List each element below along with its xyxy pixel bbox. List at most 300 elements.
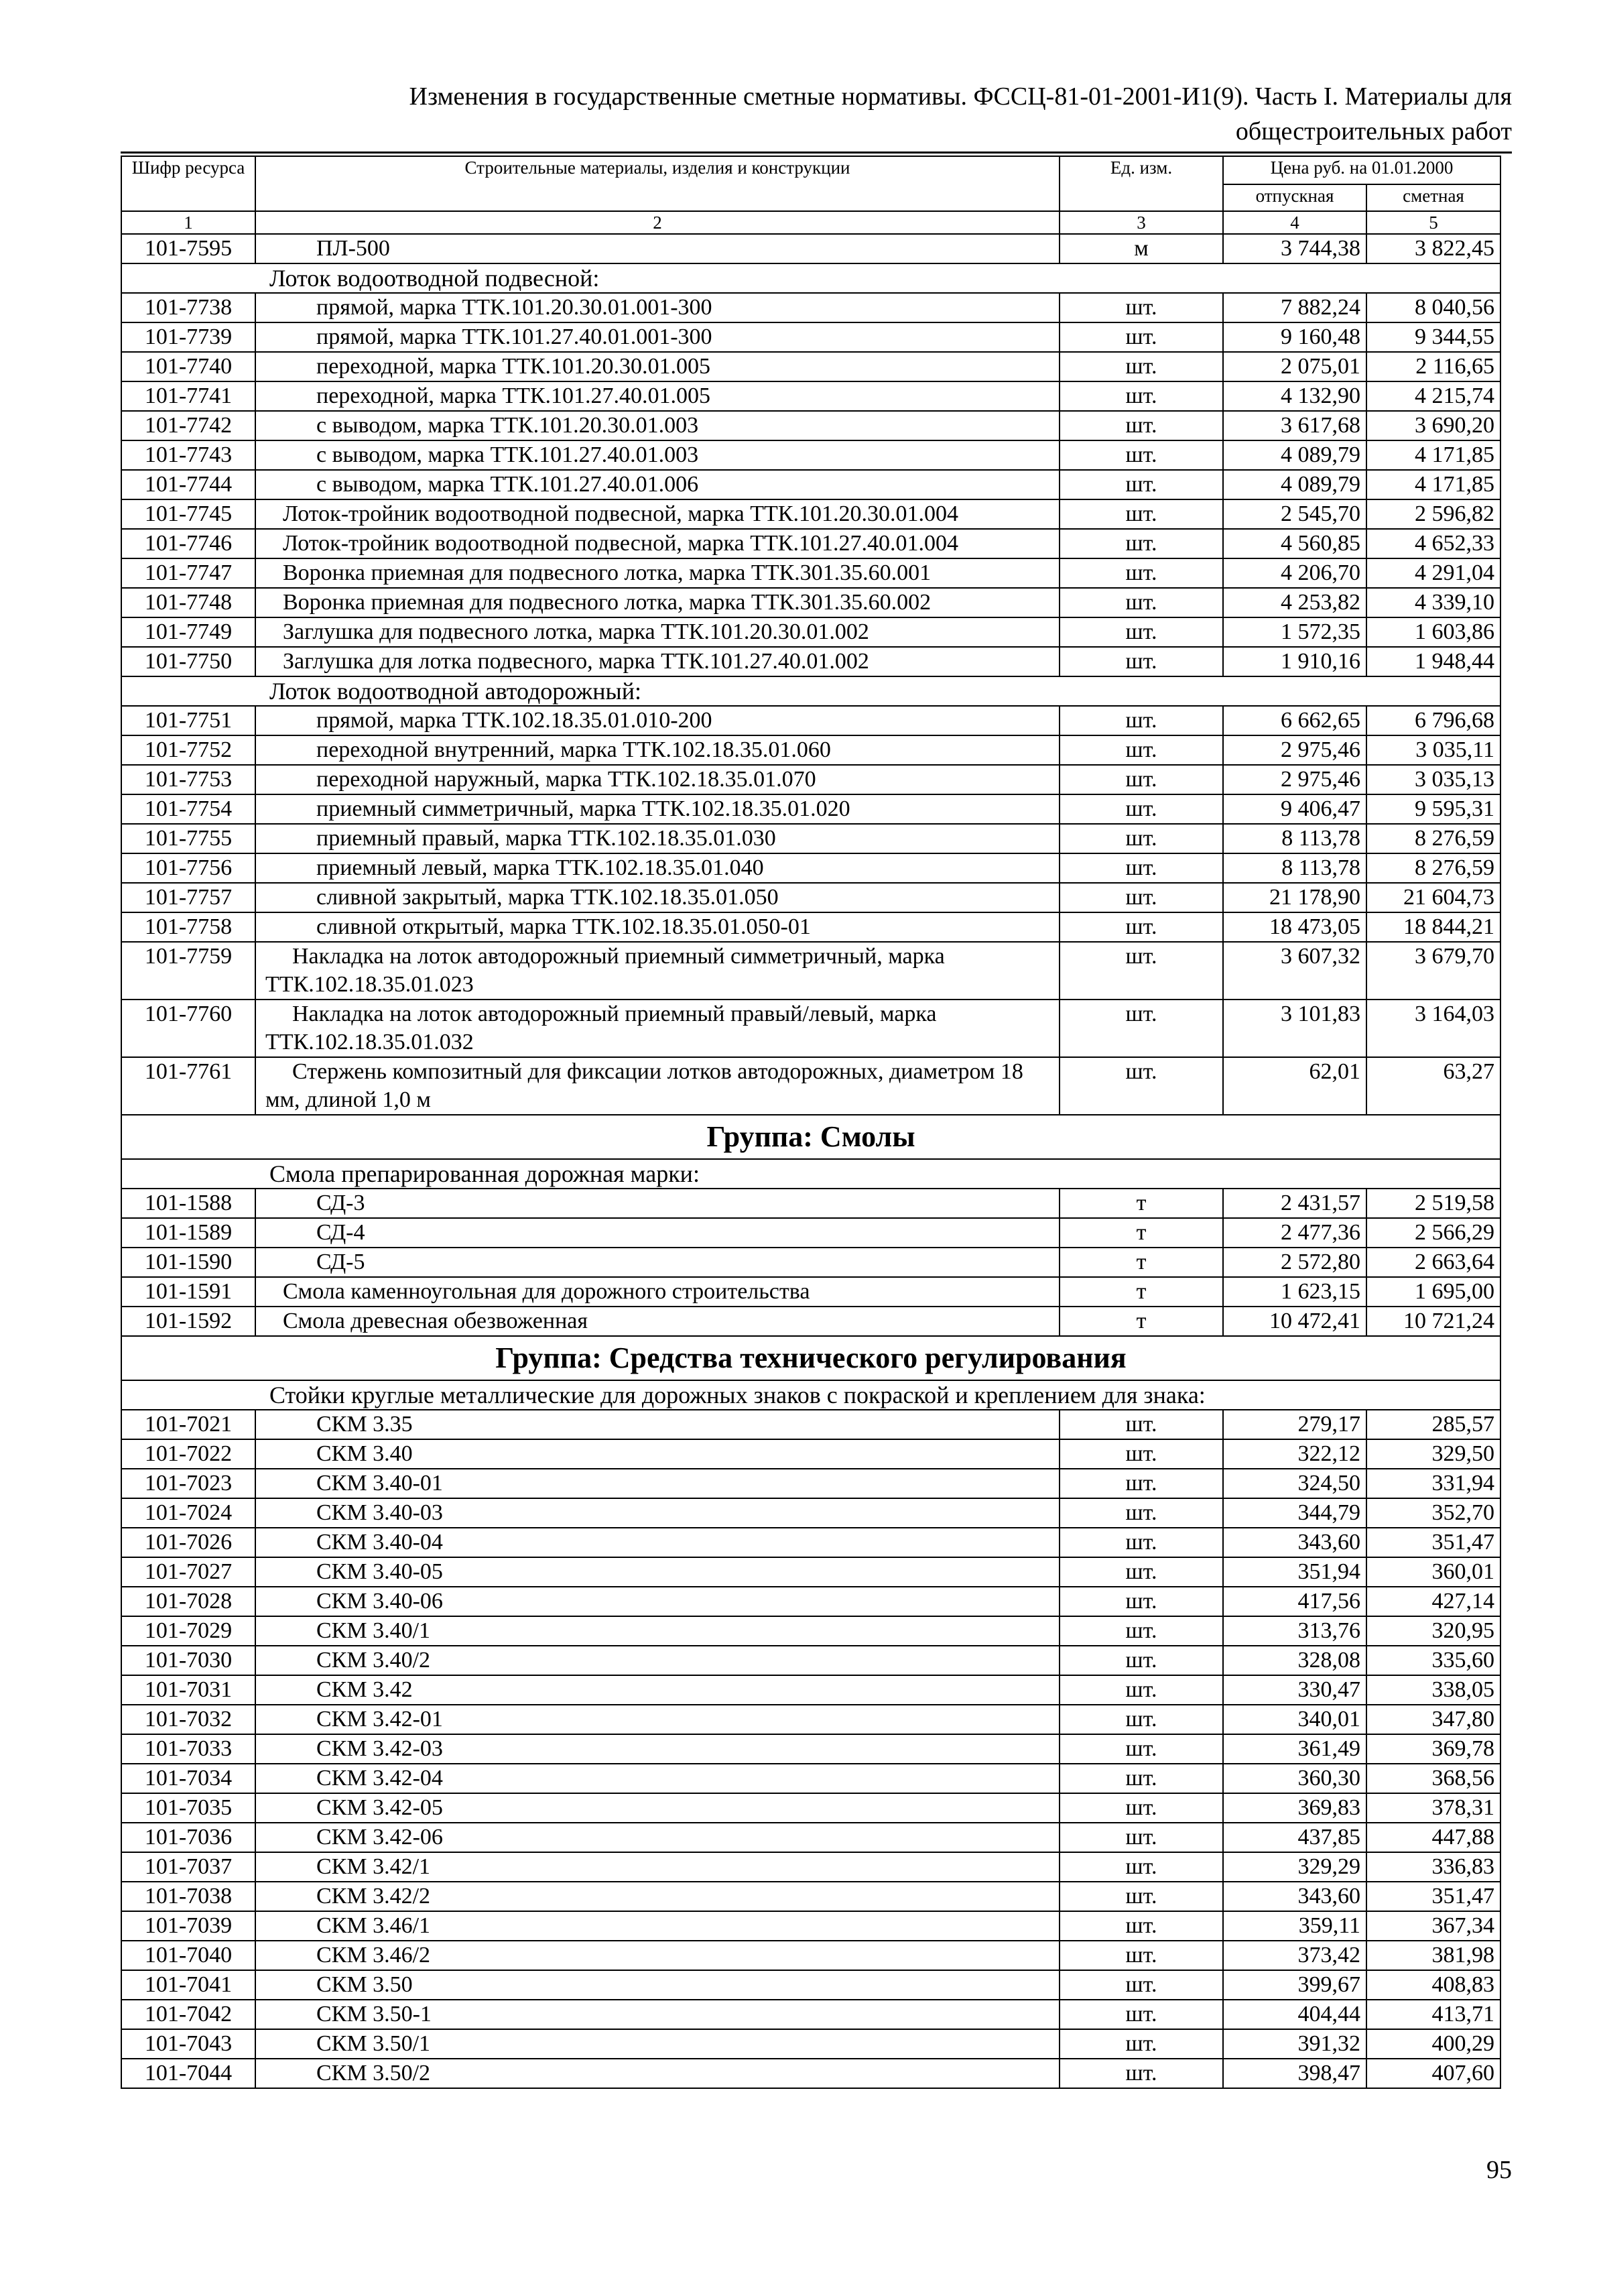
release-price: 6 662,65 bbox=[1223, 706, 1366, 735]
release-price: 343,60 bbox=[1223, 1882, 1366, 1911]
estimate-price: 2 519,58 bbox=[1366, 1189, 1500, 1218]
material-name: СКМ 3.42-06 bbox=[255, 1823, 1060, 1852]
estimate-price: 381,98 bbox=[1366, 1941, 1500, 1970]
resource-code: 101-7757 bbox=[121, 883, 255, 912]
release-price: 391,32 bbox=[1223, 2029, 1366, 2059]
material-name: приемный левый, марка ТТК.102.18.35.01.040 bbox=[255, 853, 1060, 883]
release-price: 3 744,38 bbox=[1223, 234, 1366, 263]
material-name: переходной, марка ТТК.101.27.40.01.005 bbox=[255, 381, 1060, 411]
table-row bbox=[121, 1764, 1500, 1793]
material-name: СД-3 bbox=[255, 1189, 1060, 1218]
table-row bbox=[121, 706, 1500, 735]
table-row bbox=[121, 2029, 1500, 2059]
release-price: 8 113,78 bbox=[1223, 853, 1366, 883]
material-name: с выводом, марка ТТК.101.27.40.01.006 bbox=[255, 470, 1060, 499]
unit-of-measure: шт. bbox=[1060, 293, 1223, 322]
release-price: 399,67 bbox=[1223, 1970, 1366, 2000]
release-price: 4 089,79 bbox=[1223, 440, 1366, 470]
estimate-price: 8 040,56 bbox=[1366, 293, 1500, 322]
estimate-price: 2 566,29 bbox=[1366, 1218, 1500, 1248]
page-number: 95 bbox=[1486, 2156, 1512, 2184]
release-price: 3 607,32 bbox=[1223, 942, 1366, 1000]
header-col-number-1: 1 bbox=[121, 211, 255, 234]
release-price: 4 089,79 bbox=[1223, 470, 1366, 499]
estimate-price: 378,31 bbox=[1366, 1793, 1500, 1823]
material-name: переходной наружный, марка ТТК.102.18.35.01.070 bbox=[255, 765, 1060, 794]
resource-code: 101-7758 bbox=[121, 912, 255, 942]
material-name: прямой, марка ТТК.101.20.30.01.001-300 bbox=[255, 293, 1060, 322]
header-col-number-2: 2 bbox=[255, 211, 1060, 234]
subgroup-heading-row bbox=[121, 676, 1500, 706]
estimate-price: 335,60 bbox=[1366, 1646, 1500, 1675]
subgroup-heading: Лоток водоотводной подвесной: bbox=[121, 263, 1500, 293]
unit-of-measure: шт. bbox=[1060, 706, 1223, 735]
subgroup-heading-row bbox=[121, 1380, 1500, 1410]
release-price: 10 472,41 bbox=[1223, 1307, 1366, 1336]
header-code: Шифр ресурса bbox=[121, 156, 255, 211]
estimate-price: 2 116,65 bbox=[1366, 352, 1500, 381]
table-row bbox=[121, 293, 1500, 322]
unit-of-measure: шт. bbox=[1060, 1498, 1223, 1528]
unit-of-measure: шт. bbox=[1060, 794, 1223, 824]
unit-of-measure: шт. bbox=[1060, 470, 1223, 499]
estimate-price: 63,27 bbox=[1366, 1057, 1500, 1115]
estimate-price: 338,05 bbox=[1366, 1675, 1500, 1705]
estimate-price: 320,95 bbox=[1366, 1616, 1500, 1646]
release-price: 2 431,57 bbox=[1223, 1189, 1366, 1218]
unit-of-measure: т bbox=[1060, 1218, 1223, 1248]
estimate-price: 3 690,20 bbox=[1366, 411, 1500, 440]
header-col-number-5: 5 bbox=[1366, 211, 1500, 234]
unit-of-measure: шт. bbox=[1060, 1941, 1223, 1970]
unit-of-measure: шт. bbox=[1060, 1057, 1223, 1115]
material-name: СД-4 bbox=[255, 1218, 1060, 1248]
estimate-price: 10 721,24 bbox=[1366, 1307, 1500, 1336]
table-row bbox=[121, 1469, 1500, 1498]
unit-of-measure: шт. bbox=[1060, 588, 1223, 617]
release-price: 8 113,78 bbox=[1223, 824, 1366, 853]
release-price: 322,12 bbox=[1223, 1439, 1366, 1469]
unit-of-measure: шт. bbox=[1060, 529, 1223, 558]
resource-code: 101-7037 bbox=[121, 1852, 255, 1882]
group-heading: Группа: Средства технического регулирования bbox=[121, 1336, 1500, 1380]
estimate-price: 2 663,64 bbox=[1366, 1248, 1500, 1277]
release-price: 344,79 bbox=[1223, 1498, 1366, 1528]
table-row bbox=[121, 1675, 1500, 1705]
estimate-price: 400,29 bbox=[1366, 2029, 1500, 2059]
unit-of-measure: шт. bbox=[1060, 765, 1223, 794]
material-name: СКМ 3.40-05 bbox=[255, 1557, 1060, 1587]
table-row bbox=[121, 1498, 1500, 1528]
material-name: СКМ 3.40-04 bbox=[255, 1528, 1060, 1557]
estimate-price: 360,01 bbox=[1366, 1557, 1500, 1587]
resource-code: 101-7761 bbox=[121, 1057, 255, 1115]
unit-of-measure: шт. bbox=[1060, 1911, 1223, 1941]
resource-code: 101-7028 bbox=[121, 1587, 255, 1616]
material-name: СКМ 3.46/2 bbox=[255, 1941, 1060, 1970]
unit-of-measure: шт. bbox=[1060, 853, 1223, 883]
release-price: 361,49 bbox=[1223, 1734, 1366, 1764]
unit-of-measure: шт. bbox=[1060, 1705, 1223, 1734]
unit-of-measure: шт. bbox=[1060, 735, 1223, 765]
release-price: 279,17 bbox=[1223, 1410, 1366, 1439]
release-price: 329,29 bbox=[1223, 1852, 1366, 1882]
table-row bbox=[121, 322, 1500, 352]
material-name: Накладка на лоток автодорожный приемный симметричный, марка ТТК.102.18.35.01.023 bbox=[255, 942, 1060, 1000]
estimate-price: 6 796,68 bbox=[1366, 706, 1500, 735]
header-price: Цена руб. на 01.01.2000 bbox=[1223, 156, 1500, 184]
estimate-price: 408,83 bbox=[1366, 1970, 1500, 2000]
resource-code: 101-7043 bbox=[121, 2029, 255, 2059]
material-name: СКМ 3.42/1 bbox=[255, 1852, 1060, 1882]
unit-of-measure: шт. bbox=[1060, 647, 1223, 676]
table-row bbox=[121, 1307, 1500, 1336]
table-header bbox=[121, 156, 1500, 234]
group-heading: Группа: Смолы bbox=[121, 1115, 1500, 1159]
table-row bbox=[121, 824, 1500, 853]
material-name: Смола древесная обезвоженная bbox=[255, 1307, 1060, 1336]
material-name: СКМ 3.40 bbox=[255, 1439, 1060, 1469]
estimate-price: 3 035,13 bbox=[1366, 765, 1500, 794]
unit-of-measure: шт. bbox=[1060, 912, 1223, 942]
estimate-price: 352,70 bbox=[1366, 1498, 1500, 1528]
table-row bbox=[121, 912, 1500, 942]
estimate-price: 18 844,21 bbox=[1366, 912, 1500, 942]
unit-of-measure: шт. bbox=[1060, 1675, 1223, 1705]
material-name: приемный правый, марка ТТК.102.18.35.01.030 bbox=[255, 824, 1060, 853]
table-row bbox=[121, 470, 1500, 499]
table-row bbox=[121, 1646, 1500, 1675]
table-row bbox=[121, 1000, 1500, 1057]
release-price: 9 406,47 bbox=[1223, 794, 1366, 824]
resource-code: 101-7042 bbox=[121, 2000, 255, 2029]
material-name: переходной внутренний, марка ТТК.102.18.35.01.060 bbox=[255, 735, 1060, 765]
unit-of-measure: шт. bbox=[1060, 1587, 1223, 1616]
table-row bbox=[121, 1852, 1500, 1882]
resource-code: 101-7738 bbox=[121, 293, 255, 322]
subgroup-heading-row bbox=[121, 263, 1500, 293]
unit-of-measure: шт. bbox=[1060, 1646, 1223, 1675]
material-name: СД-5 bbox=[255, 1248, 1060, 1277]
estimate-price: 3 679,70 bbox=[1366, 942, 1500, 1000]
estimate-price: 367,34 bbox=[1366, 1911, 1500, 1941]
estimate-price: 1 948,44 bbox=[1366, 647, 1500, 676]
release-price: 18 473,05 bbox=[1223, 912, 1366, 942]
resource-code: 101-7030 bbox=[121, 1646, 255, 1675]
estimate-price: 4 291,04 bbox=[1366, 558, 1500, 588]
resource-code: 101-7750 bbox=[121, 647, 255, 676]
unit-of-measure: шт. bbox=[1060, 2029, 1223, 2059]
estimate-price: 413,71 bbox=[1366, 2000, 1500, 2029]
release-price: 369,83 bbox=[1223, 1793, 1366, 1823]
table-row bbox=[121, 1793, 1500, 1823]
unit-of-measure: шт. bbox=[1060, 1793, 1223, 1823]
resource-code: 101-7744 bbox=[121, 470, 255, 499]
unit-of-measure: шт. bbox=[1060, 411, 1223, 440]
table-row bbox=[121, 1248, 1500, 1277]
table-row bbox=[121, 558, 1500, 588]
material-name: СКМ 3.40/2 bbox=[255, 1646, 1060, 1675]
table-row bbox=[121, 617, 1500, 647]
material-name: Воронка приемная для подвесного лотка, марка ТТК.301.35.60.001 bbox=[255, 558, 1060, 588]
resource-code: 101-7747 bbox=[121, 558, 255, 588]
release-price: 351,94 bbox=[1223, 1557, 1366, 1587]
material-name: СКМ 3.40-03 bbox=[255, 1498, 1060, 1528]
table-row bbox=[121, 1439, 1500, 1469]
resource-code: 101-7023 bbox=[121, 1469, 255, 1498]
table-row bbox=[121, 765, 1500, 794]
unit-of-measure: шт. bbox=[1060, 322, 1223, 352]
resource-code: 101-7036 bbox=[121, 1823, 255, 1852]
estimate-price: 8 276,59 bbox=[1366, 853, 1500, 883]
table-row bbox=[121, 1218, 1500, 1248]
estimate-price: 1 695,00 bbox=[1366, 1277, 1500, 1307]
table-row bbox=[121, 1941, 1500, 1970]
material-name: СКМ 3.50/1 bbox=[255, 2029, 1060, 2059]
resource-code: 101-7759 bbox=[121, 942, 255, 1000]
material-name: Лоток-тройник водоотводной подвесной, марка ТТК.101.20.30.01.004 bbox=[255, 499, 1060, 529]
table-row bbox=[121, 1970, 1500, 2000]
unit-of-measure: шт. bbox=[1060, 499, 1223, 529]
header-release: отпускная bbox=[1223, 184, 1366, 211]
unit-of-measure: шт. bbox=[1060, 2059, 1223, 2088]
estimate-price: 351,47 bbox=[1366, 1882, 1500, 1911]
table-row bbox=[121, 2000, 1500, 2029]
table-row bbox=[121, 883, 1500, 912]
header-rule bbox=[121, 152, 1512, 154]
table-row bbox=[121, 853, 1500, 883]
header-line-1: Изменения в государственные сметные нормативы. ФССЦ-81-01-2001-И1(9). Часть I. Материалы для bbox=[409, 82, 1512, 111]
resource-code: 101-7033 bbox=[121, 1734, 255, 1764]
estimate-price: 21 604,73 bbox=[1366, 883, 1500, 912]
material-name: СКМ 3.42-01 bbox=[255, 1705, 1060, 1734]
table-row bbox=[121, 1705, 1500, 1734]
estimate-price: 447,88 bbox=[1366, 1823, 1500, 1852]
release-price: 4 132,90 bbox=[1223, 381, 1366, 411]
estimate-price: 3 164,03 bbox=[1366, 1000, 1500, 1057]
resource-code: 101-7748 bbox=[121, 588, 255, 617]
resource-code: 101-1588 bbox=[121, 1189, 255, 1218]
release-price: 343,60 bbox=[1223, 1528, 1366, 1557]
resource-code: 101-7745 bbox=[121, 499, 255, 529]
unit-of-measure: шт. bbox=[1060, 1439, 1223, 1469]
table-row bbox=[121, 1734, 1500, 1764]
material-name: Стержень композитный для фиксации лотков автодорожных, диаметром 18 мм, длиной 1,0 м bbox=[255, 1057, 1060, 1115]
material-name: СКМ 3.46/1 bbox=[255, 1911, 1060, 1941]
table-row bbox=[121, 794, 1500, 824]
material-name: с выводом, марка ТТК.101.20.30.01.003 bbox=[255, 411, 1060, 440]
table-row bbox=[121, 499, 1500, 529]
estimate-price: 4 652,33 bbox=[1366, 529, 1500, 558]
release-price: 2 545,70 bbox=[1223, 499, 1366, 529]
material-name: сливной открытый, марка ТТК.102.18.35.01.050-01 bbox=[255, 912, 1060, 942]
unit-of-measure: шт. bbox=[1060, 1557, 1223, 1587]
table-row bbox=[121, 1189, 1500, 1218]
estimate-price: 1 603,86 bbox=[1366, 617, 1500, 647]
subgroup-heading: Стойки круглые металлические для дорожных знаков с покраской и креплением для знака: bbox=[121, 1380, 1500, 1410]
material-name: прямой, марка ТТК.101.27.40.01.001-300 bbox=[255, 322, 1060, 352]
material-name: СКМ 3.40-06 bbox=[255, 1587, 1060, 1616]
header-unit: Ед. изм. bbox=[1060, 156, 1223, 211]
resource-code: 101-7760 bbox=[121, 1000, 255, 1057]
unit-of-measure: т bbox=[1060, 1248, 1223, 1277]
resource-code: 101-7038 bbox=[121, 1882, 255, 1911]
resource-code: 101-7740 bbox=[121, 352, 255, 381]
resource-code: 101-7743 bbox=[121, 440, 255, 470]
release-price: 1 910,16 bbox=[1223, 647, 1366, 676]
table-row bbox=[121, 1528, 1500, 1557]
material-name: СКМ 3.35 bbox=[255, 1410, 1060, 1439]
resource-code: 101-7044 bbox=[121, 2059, 255, 2088]
material-name: СКМ 3.50 bbox=[255, 1970, 1060, 2000]
release-price: 3 617,68 bbox=[1223, 411, 1366, 440]
price-table bbox=[121, 156, 1501, 2089]
unit-of-measure: шт. bbox=[1060, 440, 1223, 470]
resource-code: 101-7741 bbox=[121, 381, 255, 411]
estimate-price: 4 171,85 bbox=[1366, 440, 1500, 470]
resource-code: 101-7021 bbox=[121, 1410, 255, 1439]
material-name: ПЛ-500 bbox=[255, 234, 1060, 263]
resource-code: 101-7742 bbox=[121, 411, 255, 440]
unit-of-measure: шт. bbox=[1060, 2000, 1223, 2029]
estimate-price: 3 822,45 bbox=[1366, 234, 1500, 263]
table-row bbox=[121, 440, 1500, 470]
page-header bbox=[121, 79, 1512, 149]
release-price: 9 160,48 bbox=[1223, 322, 1366, 352]
unit-of-measure: шт. bbox=[1060, 1528, 1223, 1557]
release-price: 21 178,90 bbox=[1223, 883, 1366, 912]
release-price: 2 572,80 bbox=[1223, 1248, 1366, 1277]
resource-code: 101-7034 bbox=[121, 1764, 255, 1793]
material-name: СКМ 3.42-05 bbox=[255, 1793, 1060, 1823]
table-row bbox=[121, 1823, 1500, 1852]
subgroup-heading: Лоток водоотводной автодорожный: bbox=[121, 676, 1500, 706]
unit-of-measure: шт. bbox=[1060, 1734, 1223, 1764]
resource-code: 101-7039 bbox=[121, 1911, 255, 1941]
resource-code: 101-7029 bbox=[121, 1616, 255, 1646]
header-estimate: сметная bbox=[1366, 184, 1500, 211]
material-name: Заглушка для подвесного лотка, марка ТТК.101.20.30.01.002 bbox=[255, 617, 1060, 647]
unit-of-measure: м bbox=[1060, 234, 1223, 263]
resource-code: 101-7739 bbox=[121, 322, 255, 352]
release-price: 2 075,01 bbox=[1223, 352, 1366, 381]
release-price: 62,01 bbox=[1223, 1057, 1366, 1115]
resource-code: 101-7753 bbox=[121, 765, 255, 794]
material-name: СКМ 3.42-03 bbox=[255, 1734, 1060, 1764]
table-row bbox=[121, 735, 1500, 765]
release-price: 7 882,24 bbox=[1223, 293, 1366, 322]
material-name: Смола каменноугольная для дорожного строительства bbox=[255, 1277, 1060, 1307]
estimate-price: 427,14 bbox=[1366, 1587, 1500, 1616]
unit-of-measure: шт. bbox=[1060, 824, 1223, 853]
estimate-price: 331,94 bbox=[1366, 1469, 1500, 1498]
group-heading-row bbox=[121, 1115, 1500, 1159]
subgroup-heading-row bbox=[121, 1159, 1500, 1189]
material-name: СКМ 3.50/2 bbox=[255, 2059, 1060, 2088]
resource-code: 101-1589 bbox=[121, 1218, 255, 1248]
resource-code: 101-7032 bbox=[121, 1705, 255, 1734]
release-price: 359,11 bbox=[1223, 1911, 1366, 1941]
table-row bbox=[121, 411, 1500, 440]
release-price: 2 477,36 bbox=[1223, 1218, 1366, 1248]
release-price: 4 206,70 bbox=[1223, 558, 1366, 588]
estimate-price: 3 035,11 bbox=[1366, 735, 1500, 765]
estimate-price: 9 344,55 bbox=[1366, 322, 1500, 352]
resource-code: 101-7022 bbox=[121, 1439, 255, 1469]
table-row bbox=[121, 1911, 1500, 1941]
material-name: СКМ 3.42 bbox=[255, 1675, 1060, 1705]
unit-of-measure: шт. bbox=[1060, 1970, 1223, 2000]
release-price: 417,56 bbox=[1223, 1587, 1366, 1616]
resource-code: 101-7024 bbox=[121, 1498, 255, 1528]
material-name: прямой, марка ТТК.102.18.35.01.010-200 bbox=[255, 706, 1060, 735]
resource-code: 101-7755 bbox=[121, 824, 255, 853]
table-body bbox=[121, 234, 1500, 2088]
material-name: приемный симметричный, марка ТТК.102.18.35.01.020 bbox=[255, 794, 1060, 824]
material-name: с выводом, марка ТТК.101.27.40.01.003 bbox=[255, 440, 1060, 470]
resource-code: 101-1592 bbox=[121, 1307, 255, 1336]
unit-of-measure: т bbox=[1060, 1189, 1223, 1218]
resource-code: 101-7754 bbox=[121, 794, 255, 824]
estimate-price: 4 171,85 bbox=[1366, 470, 1500, 499]
estimate-price: 407,60 bbox=[1366, 2059, 1500, 2088]
release-price: 2 975,46 bbox=[1223, 735, 1366, 765]
table-row bbox=[121, 1410, 1500, 1439]
unit-of-measure: т bbox=[1060, 1307, 1223, 1336]
unit-of-measure: шт. bbox=[1060, 1616, 1223, 1646]
resource-code: 101-7756 bbox=[121, 853, 255, 883]
resource-code: 101-7035 bbox=[121, 1793, 255, 1823]
header-col-number-4: 4 bbox=[1223, 211, 1366, 234]
table-row bbox=[121, 588, 1500, 617]
estimate-price: 351,47 bbox=[1366, 1528, 1500, 1557]
release-price: 373,42 bbox=[1223, 1941, 1366, 1970]
unit-of-measure: шт. bbox=[1060, 1469, 1223, 1498]
unit-of-measure: шт. bbox=[1060, 1764, 1223, 1793]
material-name: Воронка приемная для подвесного лотка, марка ТТК.301.35.60.002 bbox=[255, 588, 1060, 617]
material-name: Накладка на лоток автодорожный приемный правый/левый, марка ТТК.102.18.35.01.032 bbox=[255, 1000, 1060, 1057]
table-row bbox=[121, 234, 1500, 263]
subgroup-heading: Смола препарированная дорожная марки: bbox=[121, 1159, 1500, 1189]
material-name: Лоток-тройник водоотводной подвесной, марка ТТК.101.27.40.01.004 bbox=[255, 529, 1060, 558]
group-heading-row bbox=[121, 1336, 1500, 1380]
table-row bbox=[121, 1557, 1500, 1587]
release-price: 360,30 bbox=[1223, 1764, 1366, 1793]
release-price: 2 975,46 bbox=[1223, 765, 1366, 794]
release-price: 313,76 bbox=[1223, 1616, 1366, 1646]
unit-of-measure: шт. bbox=[1060, 352, 1223, 381]
unit-of-measure: шт. bbox=[1060, 558, 1223, 588]
table-row bbox=[121, 942, 1500, 1000]
release-price: 1 572,35 bbox=[1223, 617, 1366, 647]
resource-code: 101-7041 bbox=[121, 1970, 255, 2000]
table-row bbox=[121, 1882, 1500, 1911]
material-name: переходной, марка ТТК.101.20.30.01.005 bbox=[255, 352, 1060, 381]
estimate-price: 4 215,74 bbox=[1366, 381, 1500, 411]
unit-of-measure: шт. bbox=[1060, 381, 1223, 411]
release-price: 4 253,82 bbox=[1223, 588, 1366, 617]
unit-of-measure: шт. bbox=[1060, 1882, 1223, 1911]
table-row bbox=[121, 647, 1500, 676]
release-price: 398,47 bbox=[1223, 2059, 1366, 2088]
material-name: СКМ 3.40/1 bbox=[255, 1616, 1060, 1646]
material-name: СКМ 3.42/2 bbox=[255, 1882, 1060, 1911]
release-price: 324,50 bbox=[1223, 1469, 1366, 1498]
estimate-price: 347,80 bbox=[1366, 1705, 1500, 1734]
estimate-price: 329,50 bbox=[1366, 1439, 1500, 1469]
release-price: 340,01 bbox=[1223, 1705, 1366, 1734]
header-col-number-3: 3 bbox=[1060, 211, 1223, 234]
